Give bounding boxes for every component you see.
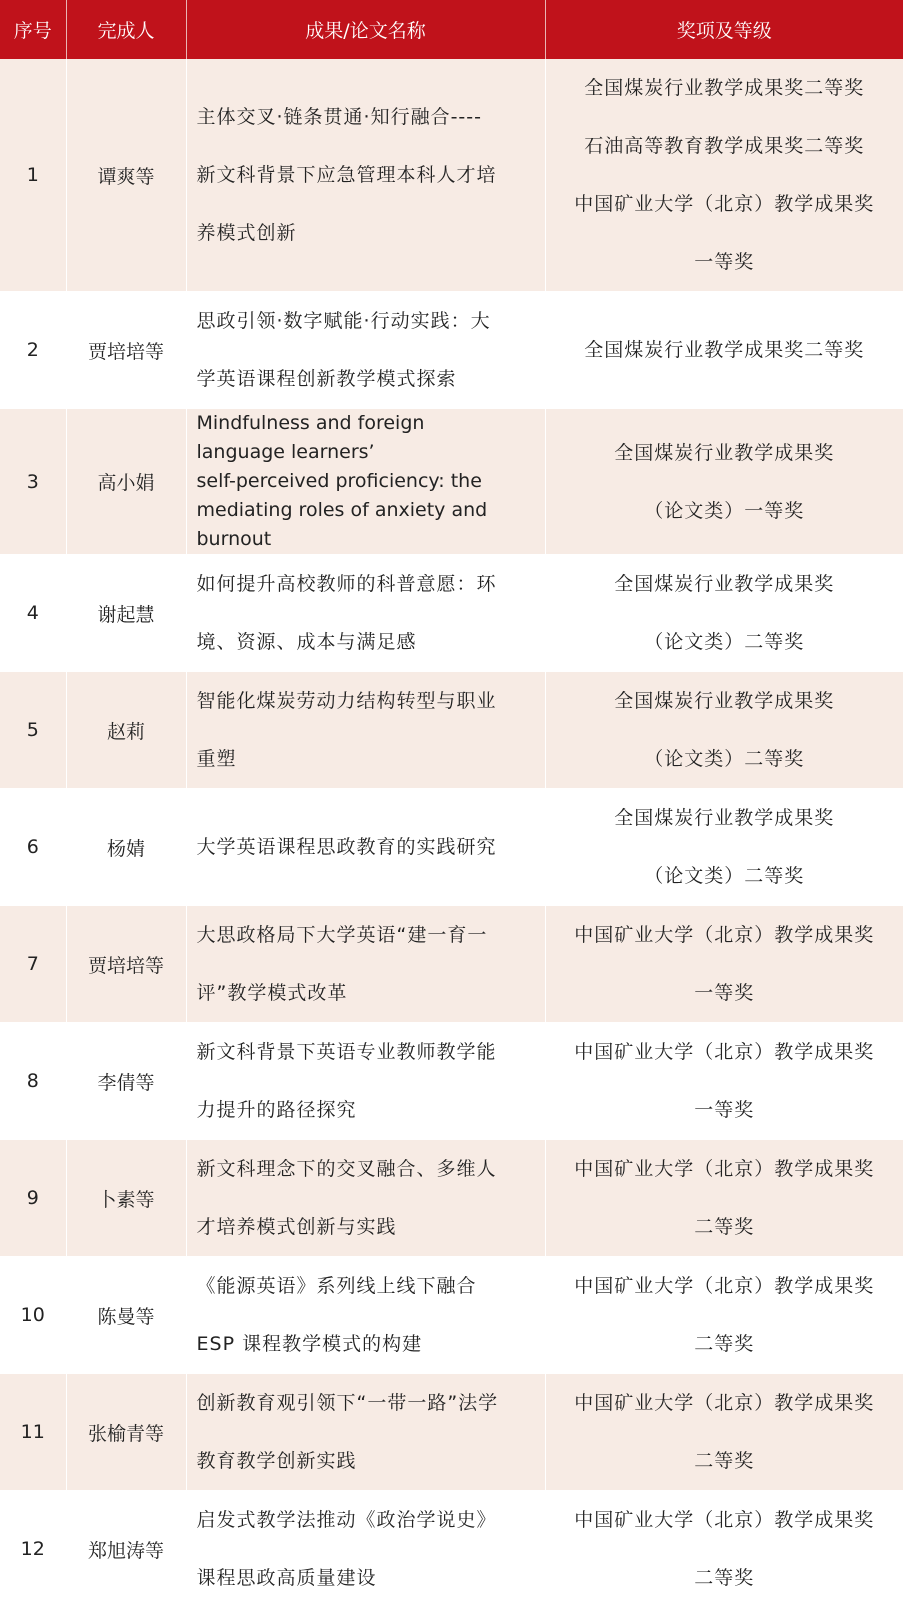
title-line: 新文科背景下英语专业教师教学能 (196, 1041, 497, 1063)
table-row (0, 555, 903, 672)
row-person: 郑旭涛等 (66, 1491, 186, 1608)
title-line: 新文科背景下应急管理本科人才培 (196, 164, 497, 186)
row-index: 8 (0, 1023, 66, 1140)
award-line: 中国矿业大学（北京）教学成果奖 (574, 193, 875, 215)
row-person: 杨婧 (66, 789, 186, 906)
table-row (0, 409, 903, 555)
row-award (545, 789, 903, 906)
table-row (0, 292, 903, 409)
row-award (545, 906, 903, 1023)
row-title (186, 789, 545, 906)
award-line: 一等奖 (694, 982, 755, 1004)
title-line: Mindfulness and foreign (196, 412, 425, 434)
row-person: 谢起慧 (66, 555, 186, 672)
award-line: 中国矿业大学（北京）教学成果奖 (574, 1158, 875, 1180)
row-award (545, 292, 903, 409)
row-person: 谭爽等 (66, 59, 186, 292)
row-award (545, 672, 903, 789)
header-person: 完成人 (66, 0, 186, 59)
row-title (186, 292, 545, 409)
title-line: 课程思政高质量建设 (196, 1567, 377, 1589)
award-line: （论文类）二等奖 (644, 631, 805, 653)
award-line: 一等奖 (694, 1099, 755, 1121)
row-award (545, 1374, 903, 1491)
row-person: 李倩等 (66, 1023, 186, 1140)
title-line: ESP 课程教学模式的构建 (196, 1333, 423, 1355)
row-title (186, 409, 545, 555)
title-line: 大思政格局下大学英语“建一育一 (196, 924, 488, 946)
row-award (545, 1491, 903, 1608)
row-title (186, 59, 545, 292)
award-line: 二等奖 (694, 1333, 755, 1355)
row-index: 4 (0, 555, 66, 672)
table-row (0, 906, 903, 1023)
award-line: 全国煤炭行业教学成果奖二等奖 (584, 77, 865, 99)
title-line: burnout (196, 528, 272, 550)
table-row (0, 1491, 903, 1608)
title-line: 启发式教学法推动《政治学说史》 (196, 1509, 497, 1531)
title-line: 大学英语课程思政教育的实践研究 (196, 836, 497, 858)
award-line: 中国矿业大学（北京）教学成果奖 (574, 924, 875, 946)
award-line: （论文类）一等奖 (644, 499, 805, 522)
header-title: 成果/论文名称 (186, 0, 545, 59)
row-index: 5 (0, 672, 66, 789)
title-line: self-perceived proficiency: the (196, 470, 482, 492)
award-line: （论文类）二等奖 (644, 748, 805, 770)
table-row (0, 1374, 903, 1491)
award-line: 石油高等教育教学成果奖二等奖 (584, 135, 865, 157)
award-line: 全国煤炭行业教学成果奖二等奖 (584, 339, 865, 361)
award-line: 二等奖 (694, 1567, 755, 1589)
row-award (545, 555, 903, 672)
table-row (0, 1023, 903, 1140)
row-person: 高小娟 (66, 409, 186, 555)
row-title (186, 555, 545, 672)
row-award (545, 1023, 903, 1140)
title-line: 如何提升高校教师的科普意愿：环 (196, 573, 497, 595)
title-line: 思政引领·数字赋能·行动实践：大 (196, 310, 491, 332)
row-person: 陈曼等 (66, 1257, 186, 1374)
row-index: 6 (0, 789, 66, 906)
award-line: 二等奖 (694, 1450, 755, 1472)
header-row (0, 0, 903, 59)
title-line: 创新教育观引领下“一带一路”法学 (196, 1392, 499, 1414)
title-line: 新文科理念下的交叉融合、多维人 (196, 1158, 497, 1180)
title-line: mediating roles of anxiety and (196, 499, 488, 521)
title-line: 力提升的路径探究 (196, 1099, 357, 1121)
row-award (545, 1140, 903, 1257)
row-person: 贾培培等 (66, 906, 186, 1023)
row-title (186, 672, 545, 789)
award-line: 中国矿业大学（北京）教学成果奖 (574, 1509, 875, 1531)
title-line: 评”教学模式改革 (196, 982, 348, 1004)
row-index: 12 (0, 1491, 66, 1608)
row-index: 10 (0, 1257, 66, 1374)
title-line: 教育教学创新实践 (196, 1450, 357, 1472)
header-index: 序号 (0, 0, 66, 59)
award-line: 一等奖 (694, 251, 755, 273)
row-person: 张榆青等 (66, 1374, 186, 1491)
row-award (545, 409, 903, 555)
title-line: language learners’ (196, 441, 375, 463)
award-line: 全国煤炭行业教学成果奖 (614, 573, 835, 595)
row-person: 赵莉 (66, 672, 186, 789)
row-title (186, 1023, 545, 1140)
table-row (0, 1257, 903, 1374)
title-line: 重塑 (196, 748, 237, 770)
title-line: 《能源英语》系列线上线下融合 (196, 1275, 477, 1297)
row-title (186, 1140, 545, 1257)
award-line: 全国煤炭行业教学成果奖 (614, 807, 835, 829)
row-award (545, 59, 903, 292)
row-index: 11 (0, 1374, 66, 1491)
table-row (0, 789, 903, 906)
award-line: 二等奖 (694, 1216, 755, 1238)
row-person: 卜素等 (66, 1140, 186, 1257)
award-line: 全国煤炭行业教学成果奖 (614, 441, 835, 464)
row-title (186, 906, 545, 1023)
row-index: 2 (0, 292, 66, 409)
title-line: 学英语课程创新教学模式探索 (196, 368, 457, 390)
award-line: （论文类）二等奖 (644, 865, 805, 887)
header-award: 奖项及等级 (676, 20, 772, 42)
table-row (0, 1140, 903, 1257)
row-title (186, 1257, 545, 1374)
table-row (0, 672, 903, 789)
award-line: 中国矿业大学（北京）教学成果奖 (574, 1275, 875, 1297)
row-award (545, 1257, 903, 1374)
title-line: 境、资源、成本与满足感 (196, 631, 417, 653)
award-line: 中国矿业大学（北京）教学成果奖 (574, 1041, 875, 1063)
table-row (0, 59, 903, 292)
row-person: 贾培培等 (66, 292, 186, 409)
row-title (186, 1491, 545, 1608)
row-index: 7 (0, 906, 66, 1023)
table-header (0, 0, 903, 59)
title-line: 智能化煤炭劳动力结构转型与职业 (196, 690, 497, 712)
title-line: 才培养模式创新与实践 (196, 1216, 397, 1238)
row-index: 1 (0, 59, 66, 292)
row-title (186, 1374, 545, 1491)
award-line: 中国矿业大学（北京）教学成果奖 (574, 1392, 875, 1414)
title-line: 养模式创新 (196, 222, 297, 244)
table-body (0, 59, 903, 1608)
award-line: 全国煤炭行业教学成果奖 (614, 690, 835, 712)
row-index: 3 (0, 409, 66, 555)
row-index: 9 (0, 1140, 66, 1257)
title-line: 主体交叉·链条贯通·知行融合---- (196, 106, 483, 128)
